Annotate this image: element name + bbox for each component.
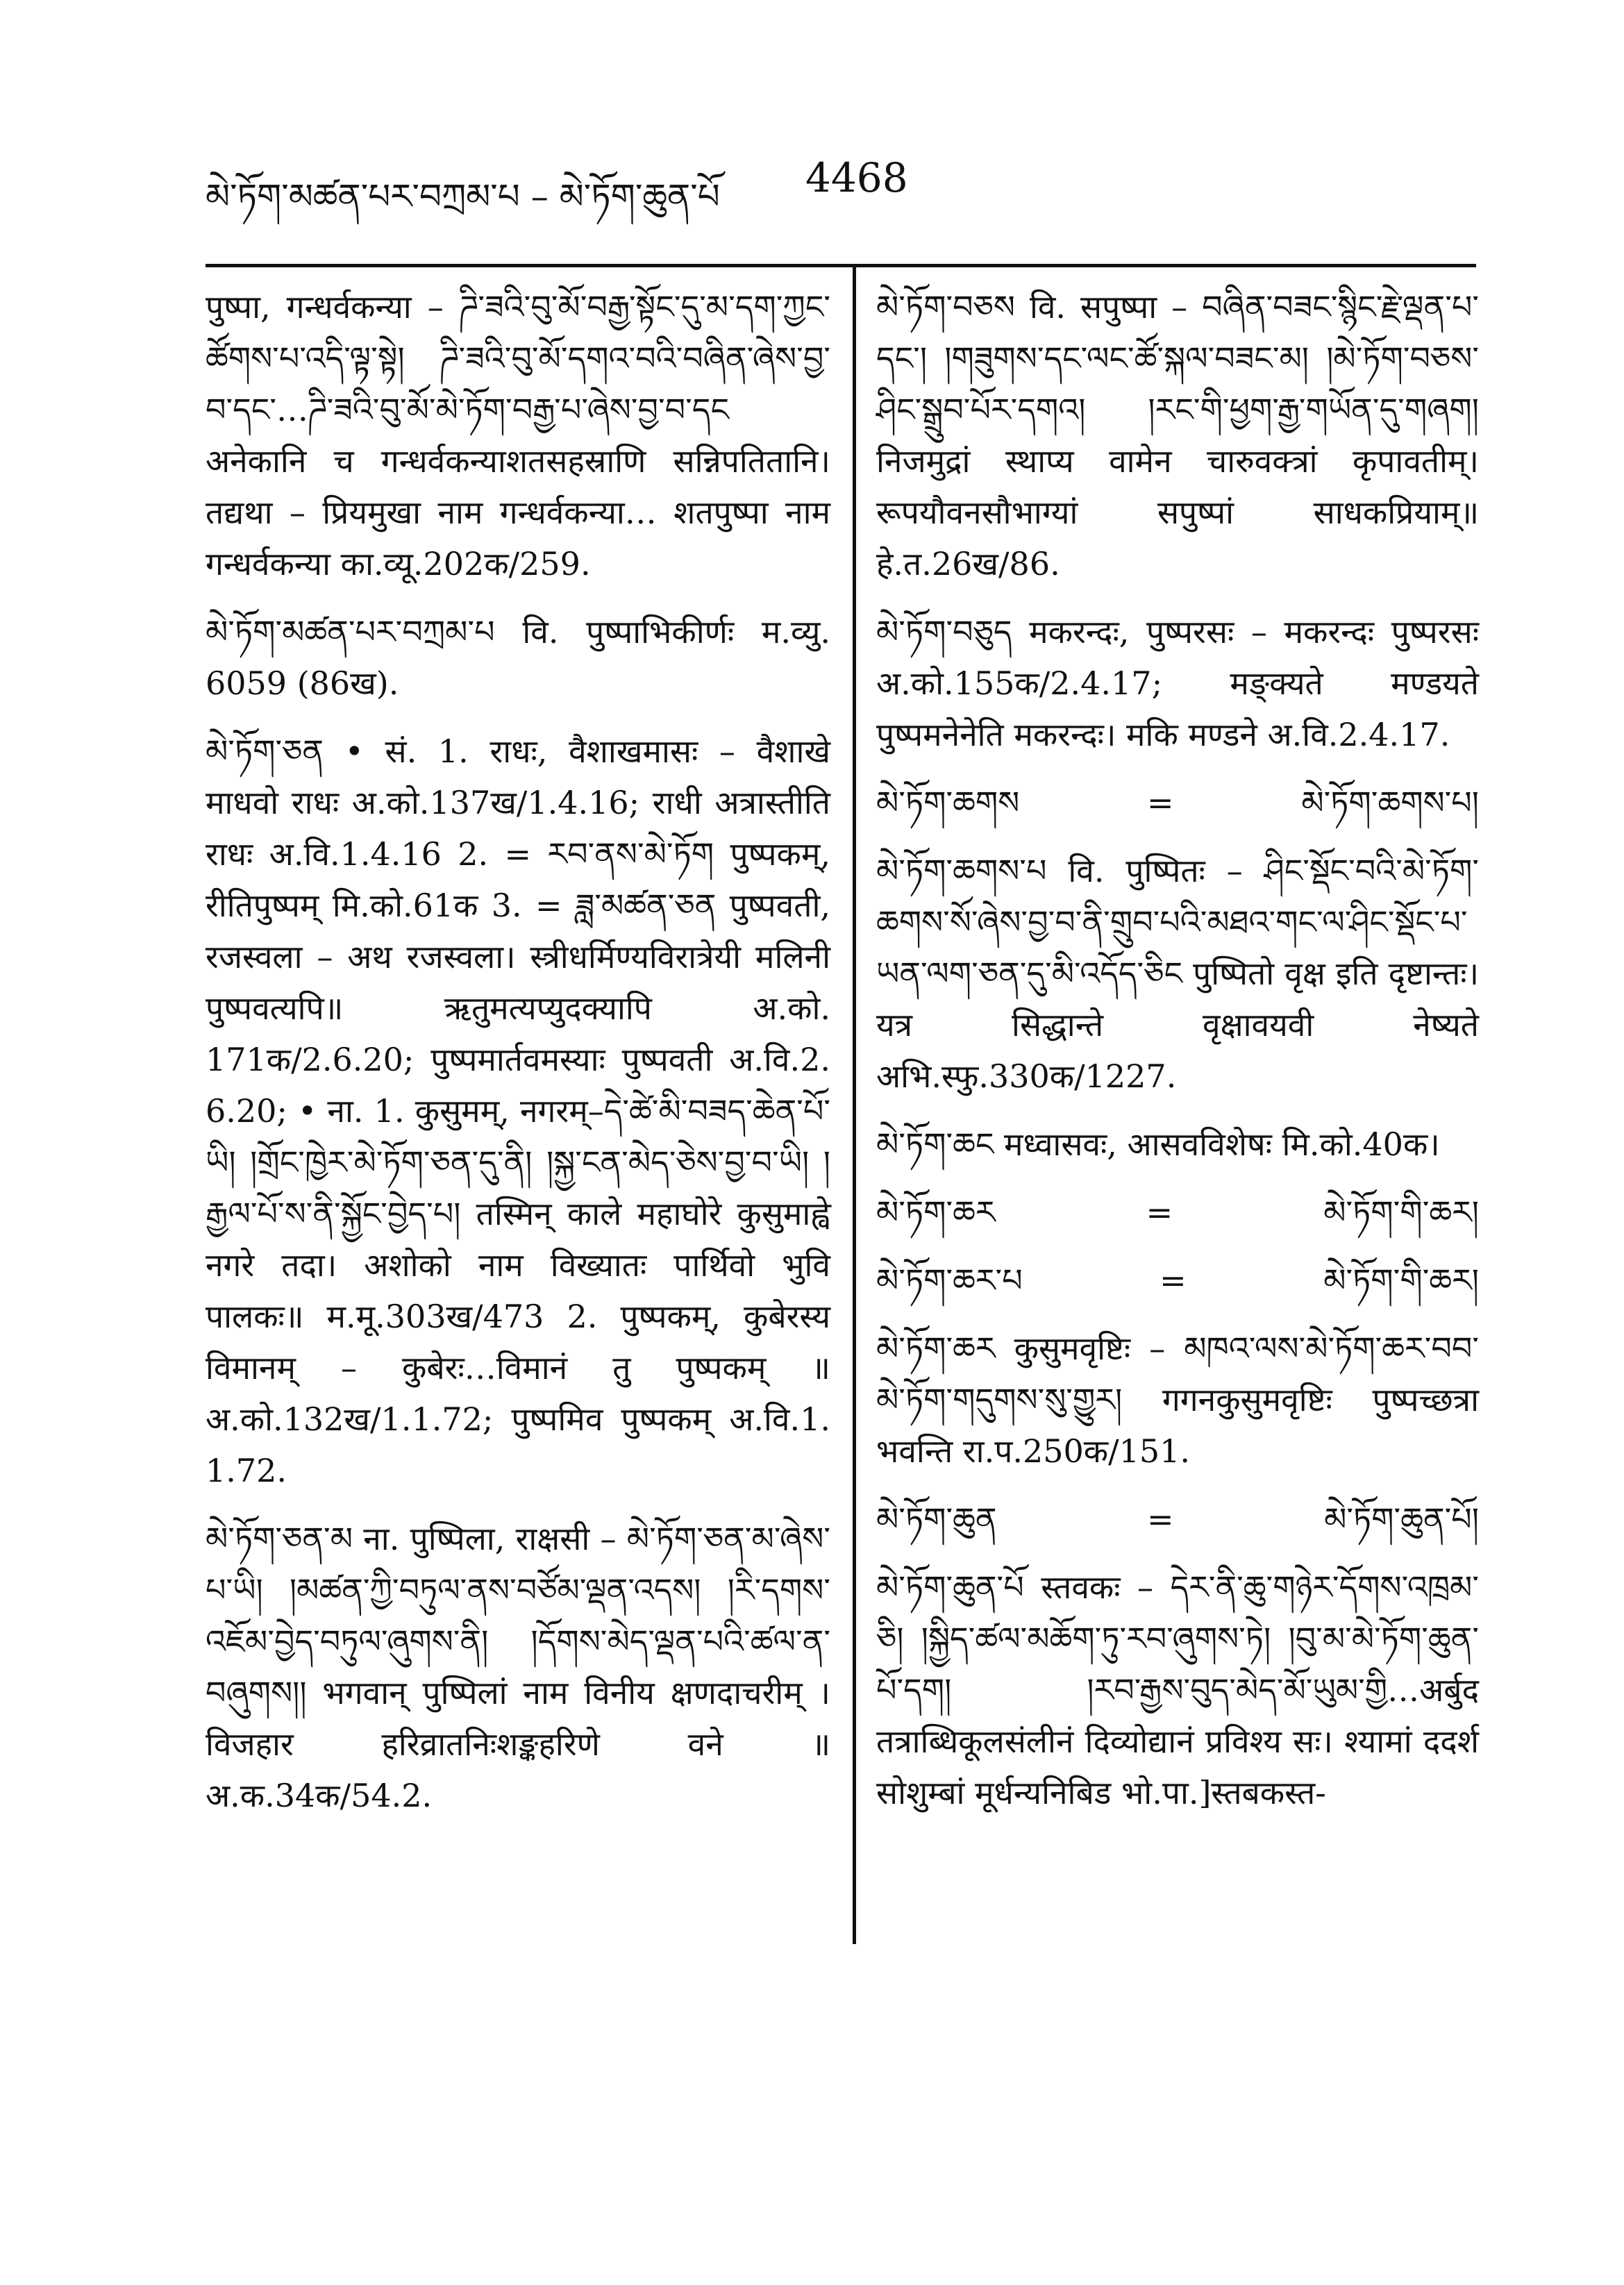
- cross-reference-entry: [876, 1187, 1479, 1238]
- cross-reference-entry: [876, 1255, 1479, 1306]
- entry-body: वि. सपुष्पा – བཞིན་བཟང་སྙིང་རྗེ་ལྡན་པ་དང་། །གཟུགས་དང་ལང་ཚོ་སྐལ་བཟང་མ། །མེ་ཏོག་བཅས་ཤིང་སྒྲུབ་པོར་དགའ། །རང་གི་ཕྱག་རྒྱ་གཡོན་དུ་གཞག། निजमुद्रां स्थाप्य वामेन चारुवक्त्रां कृपावतीम्। रूपयौवनसौभाग्यां सपुष्पां साधकप्रियाम्॥ हे.त.26ख/86.: [876, 288, 1479, 583]
- entry-headword: མེ་ཏོག་ཆར་པ: [876, 1262, 1023, 1299]
- header-rule: [206, 264, 1476, 267]
- entry-headword: མེ་ཏོག་ཅན: [206, 733, 324, 770]
- entry: [876, 606, 1479, 760]
- entry-continuation: [206, 281, 830, 589]
- entry-body: मध्वासवः, आसवविशेषः मि.को.40क।: [1004, 1125, 1440, 1163]
- entry-headword: མེ་ཏོག་ཆར: [876, 1194, 996, 1231]
- equals-sign: =: [1147, 784, 1174, 821]
- entry-headword: མེ་ཏོག་ཆར: [876, 1330, 996, 1367]
- entry: [876, 281, 1479, 589]
- right-column: [876, 281, 1479, 1835]
- running-head: མེ་ཏོག་མཚན་པར་བཀྲམ་པ – མེ་ཏོག་ཆུན་པོ: [206, 176, 720, 217]
- entry-headword: མེ་ཏོག་ཆགས་པ: [876, 852, 1047, 889]
- cross-reference-target: མེ་ཏོག་གི་ཆར།: [1323, 1262, 1479, 1299]
- entry-body: • सं. 1. राधः, वैशाखमासः – वैशाखे माधवो राधः अ.को.137ख/1.4.16; राधी अत्रास्तीति राधः अ.वि.1.4.16 2. = རབ་ནས་མེ་ཏོག पुष्पकम्, रीतिपुष्पम् मि.को.61क 3. = ཟླ་མཚན་ཅན पुष्पवती, रजस्वला – अथ रजस्वला। स्त्रीधर्मिण्यविरात्रेयी मलिनी पुष्पवत्यपि॥ ऋतुमत्यप्युदक्यापि अ.को. 171क/2.6.20; पुष्पमार्तवमस्याः पुष्पवती अ.वि.2. 6.20; • ना. 1. कुसुमम्, नगरम्–དེ་ཚེ་མི་བཟད་ཆེན་པོ་ཡི། །གྲོང་ཁྱེར་མེ་ཏོག་ཅན་དུ་ནི། །སྐྱ་ངན་མེད་ཅེས་བྱ་བ་ཡི། །རྒྱལ་པོ་ས་ནི་སྐྱོང་བྱེད་པ། तस्मिन् काले महाघोरे कुसुमाह्वे नगरे तदा। अशोको नाम विख्यातः पार्थिवो भुवि पालकः॥ म.मू.303ख/473 2. पुष्पकम्, कुबेरस्य विमानम् – कुबेरः…विमानं तु पुष्पकम् ॥ अ.को.132ख/1.1.72; पुष्पमिव पुष्पकम् अ.वि.1. 1.72.: [206, 733, 830, 1489]
- entry-body: ना. पुष्पिला, राक्षसी – མེ་ཏོག་ཅན་མ་ཞེས་པ་ཡི། །མཚན་ཀྱི་བཏུལ་ནས་བཙོམ་ལྡན་འདས། །རི་དགས་འཇོམ་བྱེད་བཏུལ་ཞུགས་ནི། །དོགས་མེད་ལྡན་པའི་ཚལ་ན་བཞུགས།། भगवान् पुष्पिलां नाम विनीय क्षणदाचरीम् । विजहार हरिव्रातनिःशङ्कहरिणे वने ॥ अ.क.34क/54.2.: [206, 1520, 831, 1814]
- entry-body: वि. पुष्पितः – ཤིང་སྡོང་བའི་མེ་ཏོག་ཆགས་སོ་ཞེས་བྱ་བ་ནི་གྲུབ་པའི་མཐའ་གང་ལ་ཤིང་སྡོང་པ་ཡན་ལག་ཅན་དུ་མི་འདོད་ཅིང पुष्पितो वृक्ष इति दृष्टान्तः। यत्र सिद्धान्ते वृक्षावयवी नेष्यते अभि.स्फु.330क/1227.: [876, 852, 1480, 1095]
- left-column: [206, 281, 830, 1838]
- entry-body: वि. पुष्पाभिकीर्णः म.व्यु. 6059 (86ख).: [206, 613, 831, 702]
- entry-headword: མེ་ཏོག་བཅས: [876, 288, 1015, 326]
- entry-headword: མེ་ཏོག་ཆང: [876, 1125, 994, 1163]
- entry-headword: མེ་ཏོག་ཆུན: [876, 1500, 997, 1538]
- entry: [876, 1119, 1479, 1170]
- entry-body: पुष्पा, गन्धर्वकन्या – ​ཌི་ཟའི་བུ་མོ་བརྒྱ་སྟོང་དུ་མ་དག་ཀྱང་ཚོགས་པ་འདི་ལྟ་སྟེ། ཌི་ཟའི་བུ་མོ་དགའ་བའི་བཞིན་ཞེས་བྱ་བ་དང་…ཌི་ཟའི་བུ་མོ་མེ་ཏོག་བརྒྱ་པ་ཞེས་བྱ་བ་དང अनेकानि च गन्धर्वकन्याशतसहस्राणि सन्निपतितानि। तद्यथा – प्रियमुखा नाम गन्धर्वकन्या… शतपुष्पा नाम गन्धर्वकन्या का.व्यू.202क/259.: [206, 288, 830, 583]
- cross-reference-entry: [876, 1493, 1479, 1545]
- page-number: 4468: [805, 154, 908, 201]
- entry: [876, 845, 1479, 1102]
- entry: [876, 1323, 1479, 1477]
- cross-reference-target: མེ་ཏོག་ཆུན་པོ།: [1324, 1500, 1479, 1538]
- entry: [206, 606, 830, 709]
- equals-sign: =: [1147, 1500, 1174, 1538]
- entry: [206, 1513, 830, 1821]
- equals-sign: =: [1146, 1194, 1173, 1231]
- entry: [206, 726, 830, 1496]
- cross-reference-target: མེ་ཏོག་ཆགས་པ།: [1301, 784, 1479, 821]
- equals-sign: =: [1160, 1262, 1187, 1299]
- entry-headword: མེ་ཏོག་ཆུན་པོ: [876, 1568, 1024, 1606]
- entry-body: कुसुमवृष्टिः – མཁའ་ལས་མེ་ཏོག་ཆར་བབ་མེ་ཏོག་གདུགས་སུ་གྱུར། गगनकुसुमवृष्टिः पुष्पच्छत्रा भवन्ति रा.प.250क/151.: [876, 1330, 1480, 1470]
- entry-headword: མེ་ཏོག་མཚན་པར་བཀྲམ་པ: [206, 613, 495, 651]
- cross-reference-target: མེ་ཏོག་གི་ཆར།: [1323, 1194, 1479, 1231]
- entry-headword: མེ་ཏོག་ཆགས: [876, 784, 1020, 821]
- entry: [876, 1562, 1479, 1818]
- entry-body: स्तवकः – དེར་ནི་ཆུ་གཉེར་དོགས་འཁྲམ་ཅི། །སྐྱིད་ཚལ་མཆོག་ཏུ་རབ་ཞུགས་ཏེ། །བུ་མ་མེ་ཏོག་ཆུན་པོ་དག། །རབ་རྒྱས་བུད་མེད་མོ་ཡུམ་གྱི…अर्बुद तत्राब्धिकूलसंलीनं दिव्योद्यानं प्रविश्य सः। श्यामां ददर्श सोशुम्बां मूर्धन्यनिबिड भो.पा.]स्तबकस्त-: [876, 1568, 1480, 1811]
- entry-headword: མེ་ཏོག་ཅན་མ: [206, 1520, 353, 1557]
- entry-body: मकरन्दः, पुष्परसः – मकरन्दः पुष्परसः अ.को.155क/2.4.17; मङ्क्यते मण्डयते पुष्पमनेनेति मकरन्दः। मकि मण्डने अ.वि.2.4.17.: [876, 613, 1479, 753]
- cross-reference-entry: [876, 777, 1479, 828]
- column-divider: [853, 264, 856, 1944]
- entry-headword: མེ་ཏོག་བཅུད: [876, 613, 1012, 651]
